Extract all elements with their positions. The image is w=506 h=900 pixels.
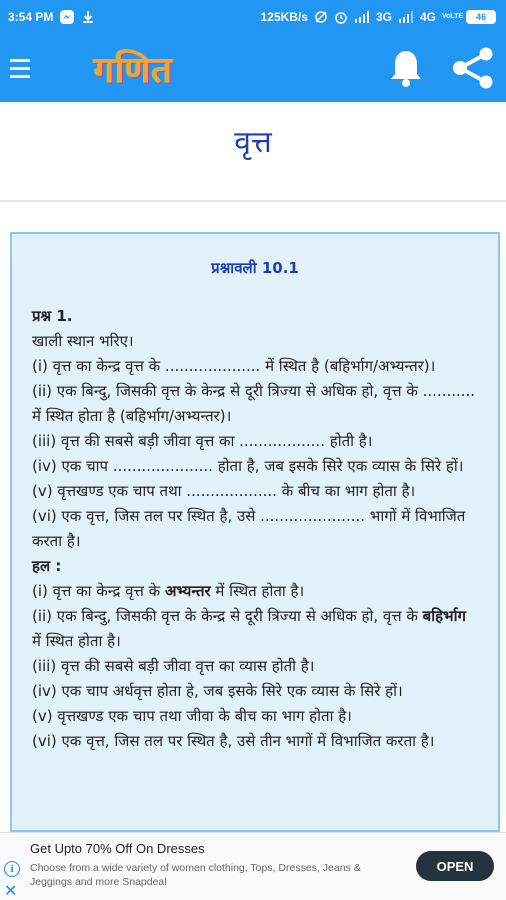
battery-icon: 46	[466, 10, 496, 24]
no-data-icon	[314, 10, 328, 24]
status-time: 3:54 PM	[8, 10, 54, 24]
network-speed: 125KB/s	[260, 10, 308, 24]
answer-item	[32, 579, 478, 604]
question-item: (iii) वृत्त की सबसे बड़ी जीवा वृत्त का .................. होती है।	[32, 432, 373, 450]
bell-icon	[387, 48, 425, 88]
page-title: वृत्त	[234, 125, 272, 160]
answer-item: (v) वृत्तखण्ड एक चाप तथा जीवा के बीच का भाग होता है।	[32, 707, 352, 725]
status-bar	[0, 0, 506, 34]
notifications-button[interactable]	[384, 46, 428, 90]
ad-title: Get Upto 70% Off On Dresses	[30, 841, 205, 856]
divider	[0, 200, 506, 202]
question-item: (i) वृत्त का केन्द्र वृत्त के .................... में स्थित है (बहिर्भाग/अभ्यन्तर)।	[32, 357, 436, 375]
answer-keyword: अभ्यन्तर	[164, 582, 211, 600]
question-label: प्रश्न 1.	[32, 307, 73, 325]
content-card[interactable]	[10, 232, 500, 832]
answer-item	[32, 604, 478, 654]
question-item: (vi) एक वृत्त, जिस तल पर स्थित है, उसे ...................... भागों में विभाजित करता है।	[32, 507, 466, 550]
question-item: (ii) एक बिन्दु, जिसकी वृत्त के केन्द्र से दूरी त्रिज्या से अधिक हो, वृत्त के ........... में स्थित होता है (बहिर्भाग/अभ्यन्तर)।	[32, 382, 476, 425]
instruction-text: खाली स्थान भरिए।	[32, 332, 134, 350]
hamburger-menu-icon	[10, 57, 30, 79]
app-logo: गणित	[94, 50, 174, 91]
network-4g: 4G	[419, 10, 436, 24]
info-icon[interactable]: i	[4, 861, 20, 877]
volte-indicator: VoLTE	[442, 13, 464, 20]
question-item: (v) वृत्तखण्ड एक चाप तथा ................... के बीच का भाग होता है।	[32, 482, 416, 500]
answer-keyword: बहिर्भाग	[422, 607, 466, 625]
answer-text: में स्थित होता है।	[210, 582, 305, 600]
ad-banner[interactable]	[0, 832, 506, 900]
solution-label: हल :	[32, 557, 62, 575]
network-3g: 3G	[375, 10, 392, 24]
answer-text: (i) वृत्त का केन्द्र वृत्त के	[32, 582, 165, 600]
answer-item: (vi) एक वृत्त, जिस तल पर स्थित है, उसे तीन भागों में विभाजित करता है।	[32, 732, 435, 750]
question-item: (iv) एक चाप ..................... होता है, जब इसके सिरे एक व्यास के सिरे हों।	[32, 457, 464, 475]
signal-icon	[398, 11, 414, 23]
ad-description: Choose from a wide variety of women clothing, Tops, Dresses, Jeans & Jeggings and more Snapdeal	[30, 862, 361, 888]
share-button[interactable]	[448, 46, 498, 90]
share-icon	[450, 47, 496, 89]
exercise-heading: प्रश्नावली 10.1	[211, 259, 299, 277]
signal-icon	[354, 11, 370, 23]
answer-item: (iv) एक चाप अर्धवृत्त होता हे, जब इसके सिरे एक व्यास के सिरे हों।	[32, 682, 403, 700]
download-icon	[81, 10, 95, 24]
close-icon[interactable]: ✕	[4, 883, 18, 900]
answer-text: (ii) एक बिन्दु, जिसकी वृत्त के केन्द्र से दूरी त्रिज्या से अधिक हो, वृत्त के	[32, 607, 423, 625]
app-bar	[0, 34, 506, 102]
alarm-icon	[334, 10, 348, 24]
ad-open-button[interactable]: OPEN	[416, 851, 494, 881]
answer-text: में स्थित होता है।	[32, 632, 121, 650]
answer-item: (iii) वृत्त की सबसे बड़ी जीवा वृत्त का व्यास होती है।	[32, 657, 315, 675]
messenger-icon	[59, 9, 75, 25]
menu-button[interactable]	[8, 48, 32, 88]
